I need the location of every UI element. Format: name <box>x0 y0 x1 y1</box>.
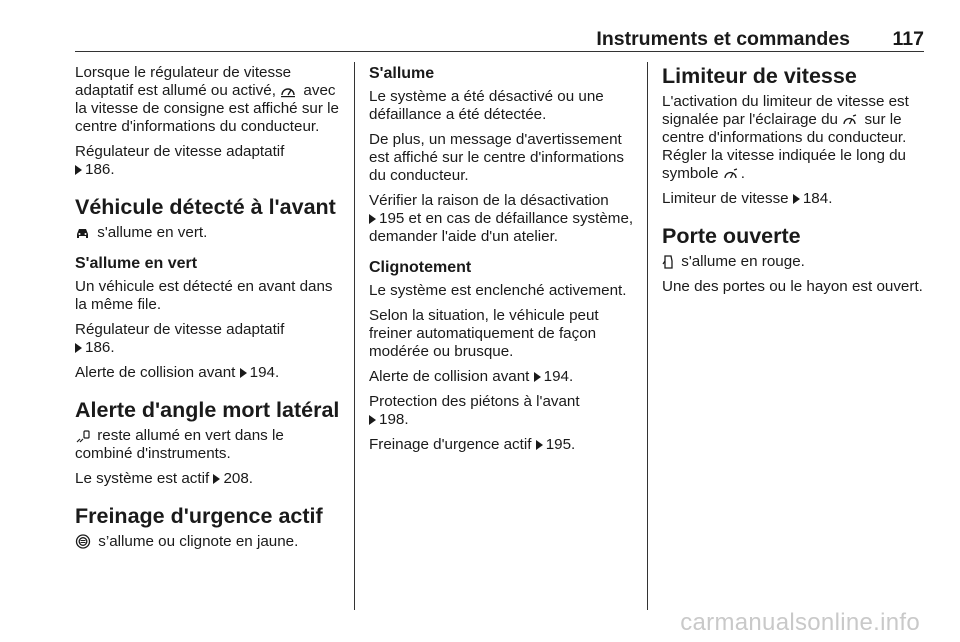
page-link-194[interactable]: 194. <box>543 368 574 385</box>
header-rule <box>75 51 924 52</box>
vehicle-ahead-icon <box>75 227 90 240</box>
intro-reference: Régulateur de vitesse adaptatif 186. <box>75 143 285 178</box>
col2-paragraph-4: Le système est enclenché activement. <box>369 282 627 299</box>
column-1 <box>75 64 345 558</box>
page-link-194[interactable]: 194. <box>249 364 280 381</box>
page-link-208[interactable]: 208. <box>223 470 254 487</box>
reference-arrow-icon <box>240 368 247 378</box>
page-number: 117 <box>892 28 924 50</box>
blind-paragraph-2: Le système est actif 208. <box>75 470 254 487</box>
emergency-braking-icon <box>75 534 91 549</box>
blind-spot-icon <box>75 430 90 443</box>
section-title: Instruments et commandes <box>596 28 850 50</box>
col2-paragraph-1: Le système a été désactivé ou une défaillance a été détectée. <box>369 88 604 123</box>
col2-paragraph-5: Selon la situation, le véhicule peut freiner automatiquement de façon modérée ou brusque. <box>369 307 599 360</box>
limiter-paragraph-1: L'activation du limiteur de vitesse est signalée par l'éclairage du sur le centre d'informations du conducteur. Régler la vitesse indiquée le long du symbole . <box>662 93 909 182</box>
reference-arrow-icon <box>534 372 541 382</box>
page-link-195[interactable]: 195. <box>545 436 576 453</box>
column-2 <box>369 64 637 461</box>
page-link-186[interactable]: 186. <box>85 161 115 178</box>
door-paragraph-2: Une des portes ou le hayon est ouvert. <box>662 278 923 295</box>
door-open-icon <box>662 255 674 269</box>
heading-vehicle-detected: Véhicule détecté à l'avant <box>75 195 336 219</box>
col2-paragraph-7: Protection des piétons à l'avant 198. <box>369 393 580 428</box>
limiter-paragraph-2: Limiteur de vitesse 184. <box>662 190 833 207</box>
col2-paragraph-6: Alerte de collision avant 194. <box>369 368 574 385</box>
watermark: carmanualsonline.info <box>680 609 920 636</box>
intro-paragraph: Lorsque le régulateur de vitesse adaptatif est allumé ou activé, avec la vitesse de consigne est affiché sur le centre d'informations du conducteur. <box>75 64 339 135</box>
col2-paragraph-2: De plus, un message d'avertissement est affiché sur le centre d'informations du conducteur. <box>369 131 625 184</box>
vehicle-paragraph: s'allume en vert. <box>75 224 345 242</box>
col2-paragraph-8: Freinage d'urgence actif 195. <box>369 436 576 453</box>
reference-arrow-icon <box>369 214 376 224</box>
reference-arrow-icon <box>369 415 376 425</box>
reference-arrow-icon <box>536 440 543 450</box>
heading-blind-spot: Alerte d'angle mort latéral <box>75 398 340 422</box>
braking-paragraph: s’allume ou clignote en jaune. <box>75 533 345 551</box>
door-paragraph-1: s'allume en rouge. <box>662 253 930 271</box>
blind-paragraph-1: reste allumé en vert dans le combiné d'instruments. <box>75 427 284 462</box>
heading-speed-limiter: Limiteur de vitesse <box>662 64 857 88</box>
cruise-control-icon <box>280 84 296 98</box>
reference-arrow-icon <box>213 474 220 484</box>
heading-flashing: Clignotement <box>369 259 472 276</box>
reference-arrow-icon <box>793 194 800 204</box>
heading-lights: S'allume <box>369 65 435 82</box>
heading-emergency-braking: Freinage d'urgence actif <box>75 504 323 528</box>
column-3 <box>662 64 930 303</box>
column-divider-1 <box>354 62 355 610</box>
speed-limiter-icon <box>842 114 857 127</box>
green-paragraph-2: Régulateur de vitesse adaptatif 186. <box>75 321 285 356</box>
reference-arrow-icon <box>75 165 82 175</box>
heading-on-green: S'allume en vert <box>75 255 198 272</box>
page-link-198[interactable]: 198. <box>379 411 409 428</box>
page-link-186[interactable]: 186. <box>85 339 115 356</box>
page-header <box>75 28 924 50</box>
col2-paragraph-3: Vérifier la raison de la désactivation 195 et en cas de défaillance système, demander l'aide d'un atelier. <box>369 192 634 245</box>
green-paragraph-1: Un véhicule est détecté en avant dans la même file. <box>75 278 333 313</box>
speed-limiter-icon <box>723 168 738 181</box>
reference-arrow-icon <box>75 343 82 353</box>
green-paragraph-3: Alerte de collision avant 194. <box>75 364 280 381</box>
heading-door-open: Porte ouverte <box>662 224 801 248</box>
page-link-184[interactable]: 184. <box>802 190 833 207</box>
column-divider-2 <box>647 62 648 610</box>
